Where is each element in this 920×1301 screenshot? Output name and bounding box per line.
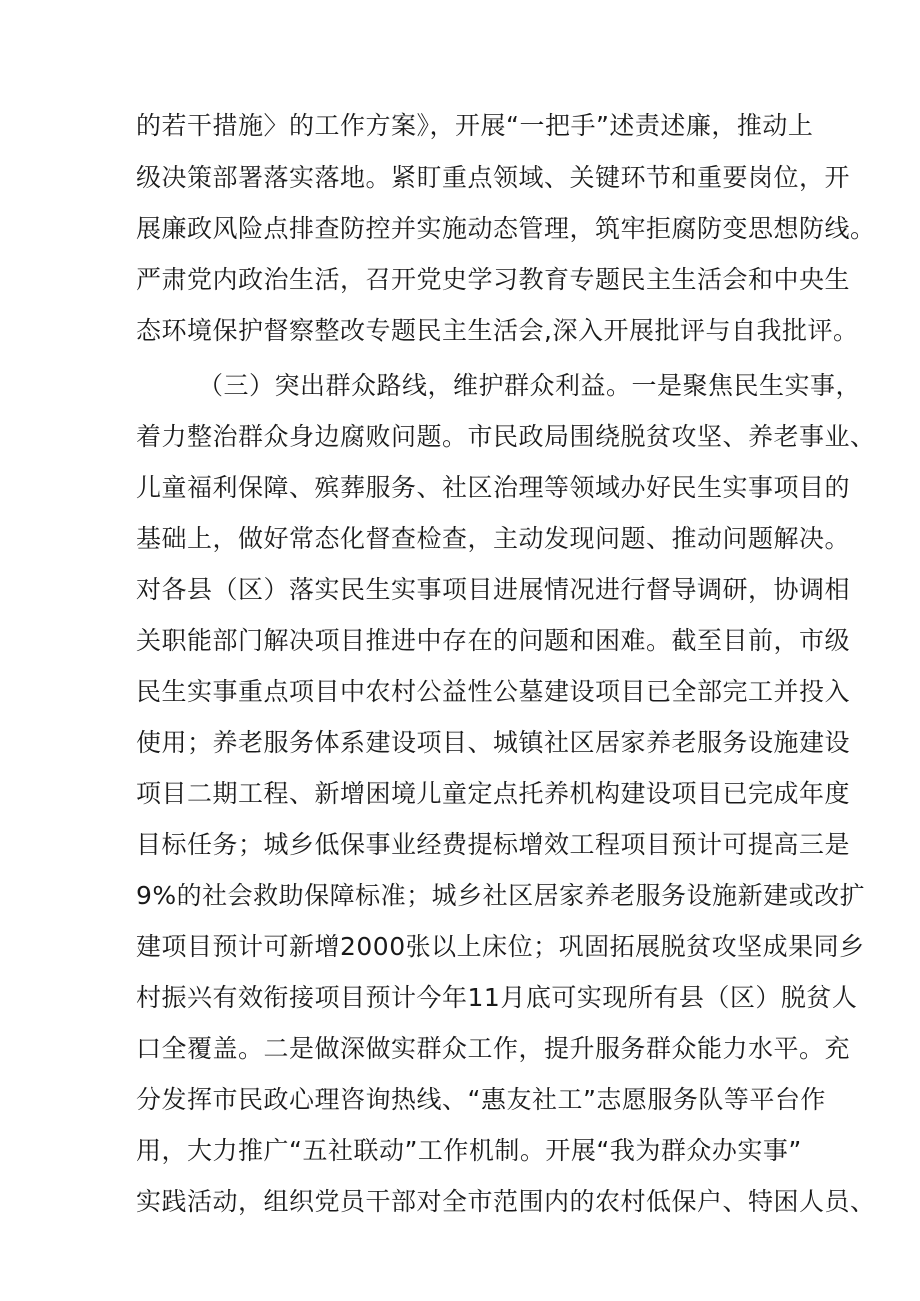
body-text-line: 态环境保护督察整改专题民主生活会,深入开展批评与自我批评。 <box>136 316 859 345</box>
body-text-line: 关职能部门解决项目推进中存在的问题和困难。截至目前，市级 <box>136 626 851 655</box>
section-heading-line: （三）突出群众路线，维护群众利益。一是聚焦民生实事， <box>198 371 862 400</box>
body-text-line: 基础上，做好常态化督查检查，主动发现问题、推动问题解决。 <box>136 524 851 553</box>
body-text-line: 对各县（区）落实民生实事项目进展情况进行督导调研，协调相 <box>136 575 851 604</box>
body-text-line: 展廉政风险点排查防控并实施动态管理，筑牢拒腐防变思想防线。 <box>136 214 876 243</box>
body-text-line: 项目二期工程、新增困境儿童定点托养机构建设项目已完成年度 <box>136 779 851 808</box>
body-text-line: 分发挥市民政心理咨询热线、“惠友社工”志愿服务队等平台作 <box>136 1085 826 1114</box>
body-text-line: 9%的社会救助保障标准；城乡社区居家养老服务设施新建或改扩 <box>136 881 866 910</box>
body-text-line: 民生实事重点项目中农村公益性公墓建设项目已全部完工并投入 <box>136 677 851 706</box>
body-text-line: 严肃党内政治生活，召开党史学习教育专题民主生活会和中央生 <box>136 265 851 294</box>
body-text-line: 级决策部署落实落地。紧盯重点领域、关键环节和重要岗位，开 <box>136 163 851 192</box>
body-text-line: 目标任务；城乡低保事业经费提标增效工程项目预计可提高三是 <box>136 830 851 859</box>
body-text-line: 村振兴有效衔接项目预计今年11月底可实现所有县（区）脱贫人 <box>136 983 858 1012</box>
body-text-line: 使用；养老服务体系建设项目、城镇社区居家养老服务设施建设 <box>136 728 851 757</box>
body-text-line: 建项目预计可新增2000张以上床位；巩固拓展脱贫攻坚成果同乡 <box>136 932 865 961</box>
body-text-line: 用，大力推广“五社联动”工作机制。开展“我为群众办实事” <box>136 1136 802 1165</box>
body-text-line: 的若干措施〉的工作方案》，开展“一把手”述责述廉，推动上 <box>136 111 814 140</box>
body-text-line: 口全覆盖。二是做深做实群众工作，提升服务群众能力水平。充 <box>136 1034 851 1063</box>
body-text-line: 儿童福利保障、殡葬服务、社区治理等领域办好民生实事项目的 <box>136 473 851 502</box>
body-text-line: 着力整治群众身边腐败问题。市民政局围绕脱贫攻坚、养老事业、 <box>136 422 876 451</box>
body-text-line: 实践活动，组织党员干部对全市范围内的农村低保户、特困人员、 <box>136 1187 876 1216</box>
